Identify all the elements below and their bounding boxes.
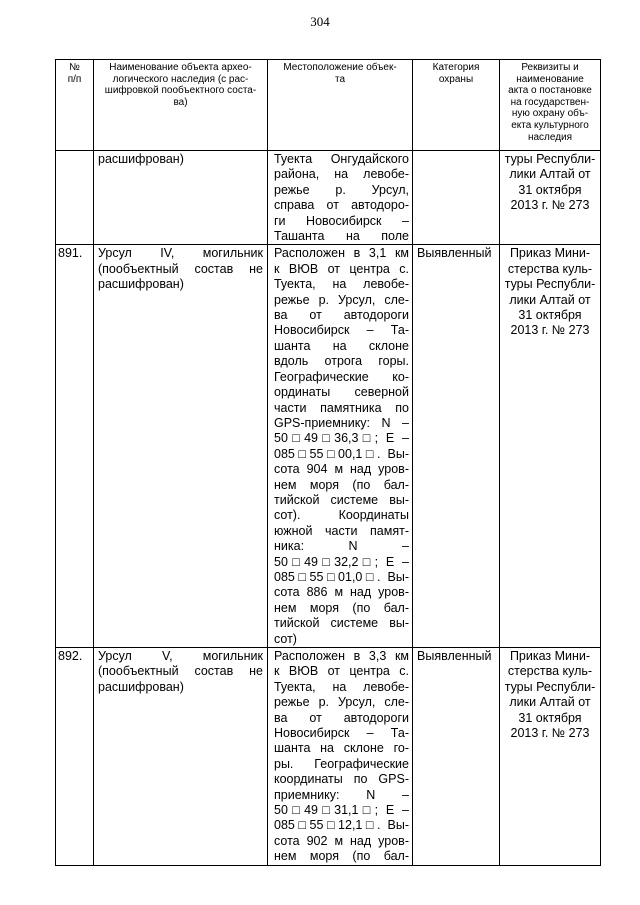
text-line: на государствен- [510,96,590,108]
text-line: (пообъектный состав не [98,664,263,679]
text-line: Ташанта на поле [274,229,409,244]
table-row [56,151,601,245]
text-line: лики Алтай от [509,292,591,307]
text-line: Туекта, на левобе- [274,679,409,694]
act-requisites [500,648,601,866]
text-line: Наименование объекта архео- [109,62,252,73]
text-line: к ВЮВ от центра с. [274,261,409,276]
text-line: Новосибирск – Та- [274,726,409,741]
text-line: наименование [516,73,584,85]
text-line: 50□49□32,2□; E – [274,554,409,569]
text-line: ника: N – [274,539,409,554]
text-line: приемнику: N – [274,787,409,802]
heritage-registry-table [55,59,601,866]
header-num [56,60,94,151]
text-line: шифровкой пообъектного соста- [104,85,257,97]
text-line: шанта на склоне [274,338,409,353]
table-row [56,245,601,648]
text-line: (пообъектный состав не [98,261,263,276]
text-line: сота 902 м над уров- [274,833,409,848]
text-line: 50□49□36,3□; E – [274,431,409,446]
text-line: Категория [432,62,480,73]
text-line: логического наследия (с рас- [112,73,249,85]
text-line: туры Республи- [504,152,596,166]
text-line: та [334,73,346,85]
text-line: расшифрован) [98,277,184,292]
protection-category [413,151,500,245]
text-line: акта о постановке [508,85,592,97]
text-line: охраны [438,73,474,85]
text-line: Приказ Мини- [509,649,591,663]
text-line: тийской системе вы- [274,492,409,507]
text-line: района, на левобе- [274,167,409,182]
text-line: Урсул V, могильник [98,649,263,663]
text-line: № [69,62,80,73]
text-line: ги Новосибирск – [274,213,409,228]
table-header-row [56,60,601,151]
object-location [268,648,413,866]
text-line: нем моря (по бал- [274,477,409,492]
text-line: ва от автодороги [274,710,409,725]
page-number: 304 [310,14,330,29]
text-line: тийской системе вы- [274,616,409,631]
header-name [94,60,268,151]
object-name [94,245,268,648]
text-line: шанта на склоне го- [274,741,409,756]
text-line: 31 октября [518,308,582,323]
text-line: лики Алтай от [509,695,591,710]
text-line: нем моря (по бал- [274,600,409,615]
text-line: южной части памят- [274,523,409,538]
act-requisites [500,245,601,648]
text-line: Географические ко- [274,369,409,384]
object-location [268,245,413,648]
text-line: Новосибирск – Та- [274,323,409,338]
text-line: GPS-приемнику: N – [274,415,409,430]
header-requisites [500,60,601,151]
text-line: туры Республи- [504,277,596,292]
text-line: сот) [274,631,297,646]
text-line: 2013 г. № 273 [510,323,590,338]
text-line: сот). Координаты [274,508,409,523]
text-line: режье р. Урсул, сле- [274,695,409,710]
text-line: Урсул IV, могильник [98,246,263,261]
text-line: вдоль отрога горы. [274,354,409,369]
text-line: туры Республи- [504,679,596,694]
object-name [94,151,268,245]
text-line: ва от автодороги [274,308,409,323]
text-line: 50□49□31,1□; E – [274,803,409,818]
text-line: 31 октября [518,182,582,197]
text-line: п/п [67,73,82,85]
text-line: 2013 г. № 273 [510,198,590,213]
text-line: Туекта Онгудайского [274,152,409,166]
text-line: расшифрован) [98,152,184,166]
text-line: сота 904 м над уров- [274,462,409,477]
object-name [94,648,268,866]
row-number [56,151,94,245]
text-line: ры. Географические [274,756,409,771]
text-line: справа от автодоро- [274,198,409,213]
text-line: стерства куль- [507,664,593,679]
text-line: режье р. Урсул, сле- [274,292,409,307]
header-location [268,60,413,151]
text-line: Туекта, на левобе- [274,277,409,292]
text-line: лики Алтай от [509,167,591,182]
text-line: Реквизиты и [521,62,579,73]
text-line: координаты по GPS- [274,772,409,787]
row-number: 892. [56,648,94,866]
protection-category: Выявленный [413,245,500,648]
text-line: режье р. Урсул, [274,182,409,197]
text-line: Приказ Мини- [509,246,591,261]
text-line: 085□55□00,1□. Вы- [274,446,409,461]
text-line: наследия [527,131,573,143]
text-line: Местоположение объек- [283,62,397,73]
text-line: Расположен в 3,3 км [274,649,409,663]
text-line: нем моря (по бал- [274,849,409,864]
text-line: расшифрован) [98,679,184,694]
text-line: части памятника по [274,400,409,415]
text-line: сота 886 м над уров- [274,585,409,600]
text-line: 2013 г. № 273 [510,726,590,741]
text-line: екта культурного [511,119,589,131]
header-category [413,60,500,151]
text-line: 31 октября [518,710,582,725]
text-line: 085□55□12,1□. Вы- [274,818,409,833]
text-line: ва) [173,96,188,108]
object-location [268,151,413,245]
protection-category: Выявленный [413,648,500,866]
text-line: к ВЮВ от центра с. [274,664,409,679]
text-line: ординаты северной [274,385,409,400]
text-line: стерства куль- [507,261,593,276]
table-row [56,648,601,866]
row-number: 891. [56,245,94,648]
text-line: 085□55□01,0□. Вы- [274,569,409,584]
text-line: Расположен в 3,1 км [274,246,409,261]
text-line: ную охрану объ- [511,108,589,120]
act-requisites [500,151,601,245]
